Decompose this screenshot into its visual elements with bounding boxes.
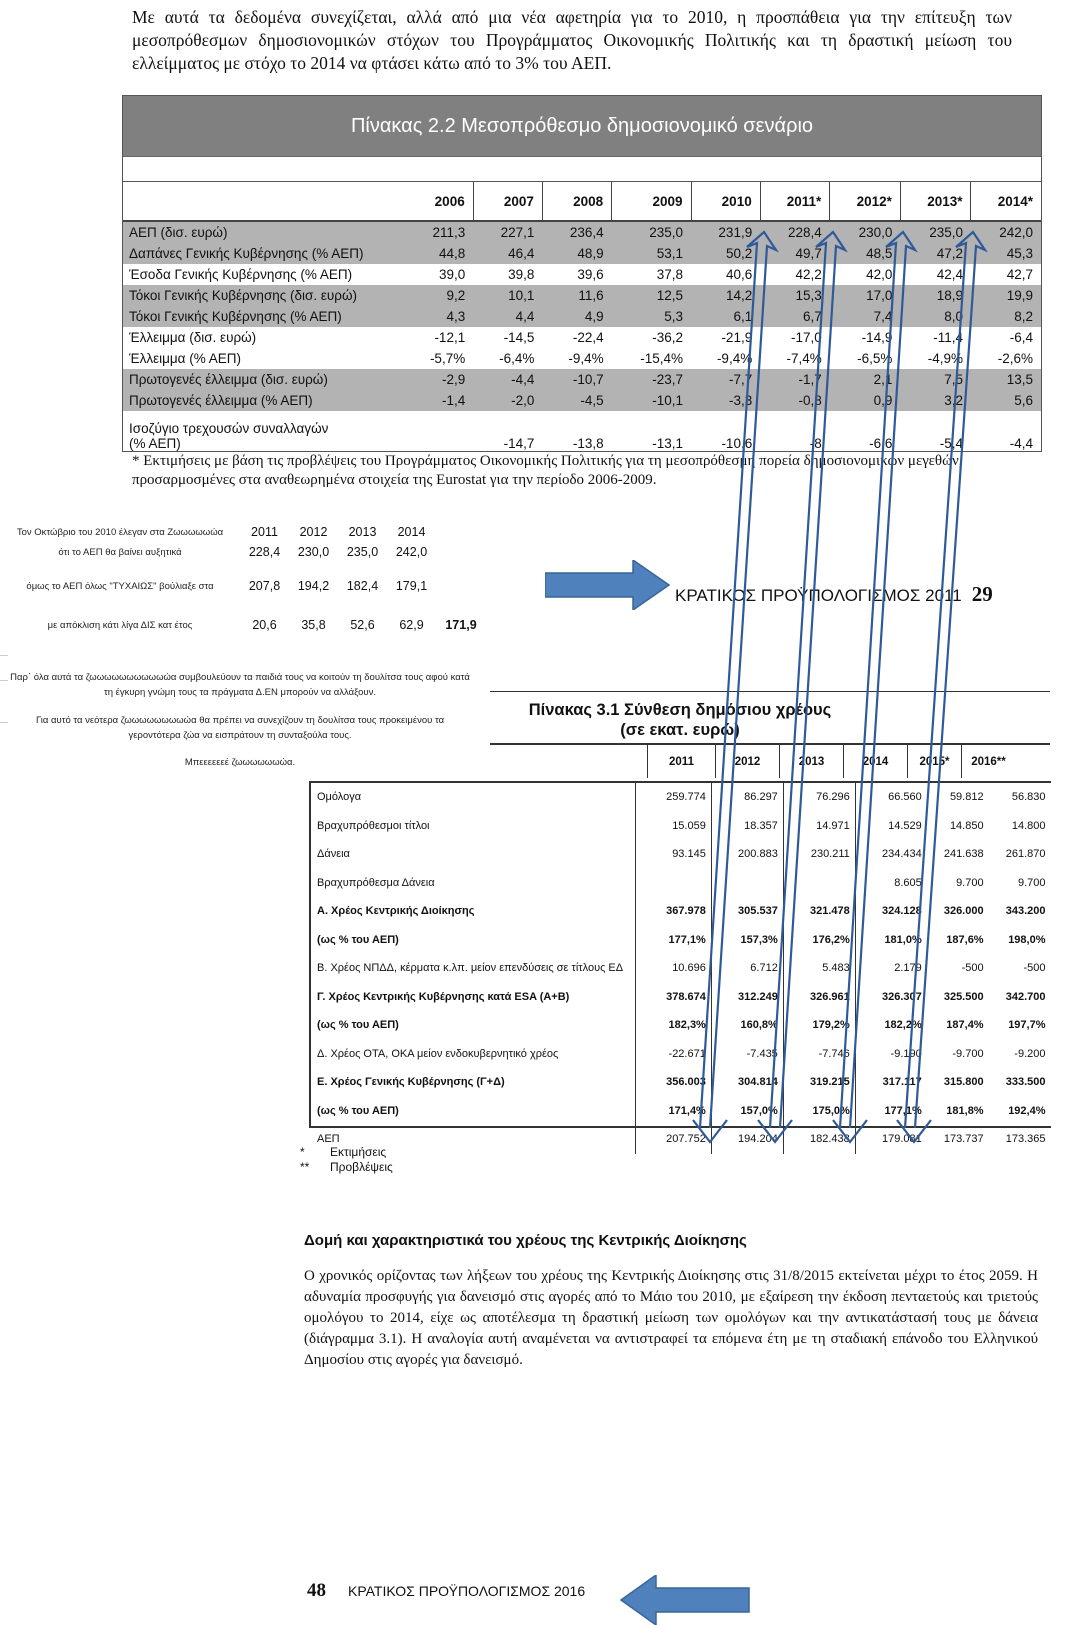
table-cell: 13,5: [971, 369, 1041, 390]
annotation-label: Τον Οκτώβριο του 2010 έλεγαν στα Ζωωωωωώα: [16, 526, 224, 538]
row-label: Τόκοι Γενικής Κυβέρνησης (δισ. ευρώ): [123, 285, 404, 306]
table-cell: 6.712: [711, 954, 783, 983]
intro-paragraph: Με αυτά τα δεδομένα συνεχίζεται, αλλά από μια νέα αφετηρία για το 2010, η προσπάθεια για την επίτευξη των μεσοπρόθεσμων δημοσιονομικών στόχων του Προγράμματος Οικονομικής Πολιτικής και τη δραστική μείωση του ελλείμματος με στόχο το 2014 να φτάσει κάτω από το 3% του ΑΕΠ.: [132, 7, 1012, 73]
table-cell: 5,6: [971, 390, 1041, 411]
row-label: Πρωτογενές έλλειμμα (% ΑΕΠ): [123, 390, 404, 411]
table-cell: -5,4: [900, 411, 971, 451]
table-cell: 182,3%: [636, 1011, 712, 1040]
table-cell: -4,5: [542, 390, 611, 411]
table-row: [311, 926, 1051, 955]
table-cell: 42,7: [971, 264, 1041, 285]
table-cell: 14.850: [949, 819, 984, 832]
table-cell: 47,2: [900, 243, 971, 264]
table-row: [311, 897, 1051, 926]
table-cell: 9,2: [404, 285, 473, 306]
table-row: [311, 1125, 1051, 1154]
annotation-value: 2013: [348, 525, 377, 539]
table-cell: 14.971: [783, 812, 855, 841]
col-header: 2015*: [907, 745, 961, 778]
table-cell: 42,4: [900, 264, 971, 285]
annotation-value: 194,2: [297, 579, 330, 593]
table-cell: 2.179: [855, 954, 926, 983]
table-cell: 18.357: [711, 812, 783, 841]
table-cell: 4,4: [473, 306, 542, 327]
table-cell: 7,4: [830, 306, 901, 327]
row-label: (ως % του ΑΕΠ): [317, 933, 399, 946]
table-cell: 45,3: [971, 243, 1041, 264]
annotation-value: 242,0: [395, 545, 428, 559]
page-number: 48: [307, 1580, 326, 1601]
col-header: 2012: [715, 745, 779, 778]
table-cell: -500: [1023, 962, 1046, 975]
table-cell: 12,5: [612, 285, 691, 306]
annotation-value: 2012: [299, 525, 328, 539]
table-row: [123, 390, 1041, 411]
table-2-2-title: Πίνακας 2.2 Μεσοπρόθεσμο δημοσιονομικό σενάριο: [123, 96, 1041, 157]
table-cell: 76.296: [783, 783, 855, 812]
table-cell: 50,2: [691, 243, 760, 264]
table-cell: 356.003: [636, 1068, 712, 1097]
table-cell: -7.435: [711, 1040, 783, 1069]
table-cell: -17,0: [760, 327, 830, 348]
table-cell: -23,7: [612, 369, 691, 390]
table-cell: 7,5: [900, 369, 971, 390]
table-cell: 304.814: [711, 1068, 783, 1097]
table-cell: 317.117: [855, 1068, 926, 1097]
table-cell: 93.145: [636, 840, 712, 869]
table-cell: -9,4%: [542, 348, 611, 369]
annotation-label: ότι το ΑΕΠ θα βαίνει αυξητικά: [58, 546, 182, 558]
table-cell: -2,6%: [971, 348, 1041, 369]
table-cell: 182.438: [783, 1125, 855, 1154]
table-row: [123, 369, 1041, 390]
table-row: [311, 1040, 1051, 1069]
annotation-paragraph: Για αυτό τα νεότερα ζωωωωωωωωώα θα πρέπει να συνεχίζουν τη δουλίτσα τους προκειμένου τα γεροντότερα ζώα να εισπράτουν τη συνταξούλα τους.: [35, 715, 445, 741]
table-cell: 192,4%: [1008, 1104, 1046, 1117]
table-cell: -7,4%: [760, 348, 830, 369]
col-header: 2014*: [971, 182, 1041, 221]
table-cell: 8,2: [971, 306, 1041, 327]
row-label: Γ. Χρέος Κεντρικής Κυβέρνησης κατά ESA (Α+Β): [317, 990, 570, 1003]
table-row: [311, 869, 1051, 898]
table-cell: 17,0: [830, 285, 901, 306]
table-cell: -6,6: [830, 411, 901, 451]
table-row: [123, 306, 1041, 327]
table-row: [123, 285, 1041, 306]
table-cell: 194.204: [711, 1125, 783, 1154]
table-cell: 241.638: [943, 848, 984, 861]
page-footer: [307, 1580, 585, 1602]
table-cell: 15,3: [760, 285, 830, 306]
annotation-value: 228,4: [248, 545, 281, 559]
col-header: 2014: [843, 745, 907, 778]
table-cell: 326.000: [943, 905, 984, 918]
table-cell: -13,1: [612, 411, 691, 451]
footnote-mark: **: [300, 1160, 310, 1174]
table-cell: 46,4: [473, 243, 542, 264]
table-cell: 211,3: [404, 221, 473, 243]
col-header: 2006: [404, 182, 473, 221]
table-cell: -6,4%: [473, 348, 542, 369]
table-cell: -22.671: [636, 1040, 712, 1069]
table-cell: 0,9: [830, 390, 901, 411]
table-cell: 261.870: [1005, 848, 1046, 861]
table-cell: 40,6: [691, 264, 760, 285]
row-label: Ε. Χρέος Γενικής Κυβέρνησης (Γ+Δ): [317, 1076, 505, 1089]
annotation-value: 207,8: [248, 579, 281, 593]
table-2-2-header-row: [123, 182, 1041, 221]
table-cell: 14,2: [691, 285, 760, 306]
table-cell: -1,4: [404, 390, 473, 411]
table-cell: 9.700: [1017, 876, 1046, 889]
annotation-row: [0, 525, 436, 539]
row-label: [123, 411, 404, 451]
table-cell: -9,4%: [691, 348, 760, 369]
table-cell: -21,9: [691, 327, 760, 348]
table-cell: 197,7%: [1008, 1019, 1046, 1032]
table-cell: 230.211: [783, 840, 855, 869]
table-cell: 8,0: [900, 306, 971, 327]
table-cell: 242,0: [971, 221, 1041, 243]
col-header: 2008: [542, 182, 611, 221]
table-cell: -4,9%: [900, 348, 971, 369]
annotation-value: 35,8: [301, 618, 326, 632]
table-cell: -9.200: [1014, 1047, 1046, 1060]
annotation-row: [0, 618, 486, 632]
table-row: [123, 411, 1041, 451]
row-label-line: Ισοζύγιο τρεχουσών συναλλαγών: [129, 421, 329, 436]
table-row: [311, 783, 1051, 812]
table-cell: 235,0: [612, 221, 691, 243]
table-2-2: [122, 95, 1042, 452]
row-label: Δαπάνες Γενικής Κυβέρνησης (% ΑΕΠ): [123, 243, 404, 264]
table-cell: 39,0: [404, 264, 473, 285]
table-cell: -10,1: [612, 390, 691, 411]
table-cell: 200.883: [711, 840, 783, 869]
row-label: Έλλειμμα (δισ. ευρώ): [123, 327, 404, 348]
table-cell: 235,0: [900, 221, 971, 243]
table-cell: -14,9: [830, 327, 901, 348]
row-label: Ομόλογα: [317, 791, 362, 804]
table-row: [311, 983, 1051, 1012]
table-cell: 259.774: [636, 783, 712, 812]
table-cell: 49,7: [760, 243, 830, 264]
table-cell: 177,1%: [636, 926, 712, 955]
annotation-paragraph: Παρ΄ όλα αυτά τα ζωωωωωωωωωωώα συμβουλεύουν τα παιδιά τους να κοιτούν τη δουλίτσα τους αφού κατά τη έγκυρη γνώμη τους τα πράγματα Δ.ΕΝ μπορούν να αλλάξουν.: [10, 672, 470, 698]
table-cell: 10,1: [473, 285, 542, 306]
table-cell: 48,9: [542, 243, 611, 264]
row-label: Δ. Χρέος ΟΤΑ, ΟΚΑ μείον ενδοκυβερνητικό χρέος: [317, 1047, 559, 1060]
table-cell: 86.297: [711, 783, 783, 812]
table-cell: 66.560: [855, 783, 926, 812]
table-cell: -10,6: [691, 411, 760, 451]
table-cell: 321.478: [783, 897, 855, 926]
divider: [490, 691, 1050, 692]
page-number: 29: [971, 582, 993, 606]
row-label-line: (% ΑΕΠ): [129, 436, 181, 451]
table-cell: 37,8: [612, 264, 691, 285]
table-row: [311, 840, 1051, 869]
table-cell: 367.978: [636, 897, 712, 926]
annotation-value: 179,1: [395, 579, 428, 593]
table-2-2-footnote: * Εκτιμήσεις με βάση τις προβλέψεις του Προγράμματος Οικονομικής Πολιτικής για τη μεσοπρόθεσμη πορεία δημοσιονομικών μεγεθών, προσαρμοσμένες στα αναθεωρημένα στοιχεία της Eurostat για την περίοδο 2006-2009.: [132, 453, 963, 488]
table-cell: -14,7: [473, 411, 542, 451]
table-2-2-grid: [123, 182, 1041, 451]
row-label: Τόκοι Γενικής Κυβέρνησης (% ΑΕΠ): [123, 306, 404, 327]
table-cell: -9.190: [855, 1040, 926, 1069]
table-cell: -7,7: [691, 369, 760, 390]
table-cell: 315.800: [943, 1076, 984, 1089]
left-arrow-icon: [620, 1575, 750, 1625]
table-cell: 378.674: [636, 983, 712, 1012]
table-cell: 343.200: [1005, 905, 1046, 918]
page-marker-2011: [675, 582, 993, 607]
table-cell: 176,2%: [783, 926, 855, 955]
table-cell: 44,8: [404, 243, 473, 264]
table-cell: -1,7: [760, 369, 830, 390]
table-cell: 179,2%: [783, 1011, 855, 1040]
table-3-1-title-line1: Πίνακας 3.1 Σύνθεση δημόσιου χρέους: [528, 701, 832, 719]
table-cell: 181,8%: [946, 1104, 984, 1117]
table-row: [123, 264, 1041, 285]
col-header: 2011*: [760, 182, 830, 221]
table-3-1-header: [647, 745, 1015, 778]
table-cell: 5,3: [612, 306, 691, 327]
row-label: (ως % του ΑΕΠ): [317, 1019, 399, 1032]
annotation-value: 20,6: [252, 618, 277, 632]
table-cell: 48,5: [830, 243, 901, 264]
table-cell: 230,0: [830, 221, 901, 243]
table-cell: [636, 869, 712, 898]
table-cell: 319.215: [783, 1068, 855, 1097]
table-cell: 5.483: [783, 954, 855, 983]
table-cell: -500: [961, 962, 984, 975]
table-cell: 177,1%: [855, 1097, 926, 1126]
table-row: [123, 348, 1041, 369]
table-cell: 3,2: [900, 390, 971, 411]
table-cell: -6,4: [971, 327, 1041, 348]
table-cell: 179.081: [855, 1125, 926, 1154]
footnote-text: Προβλέψεις: [330, 1160, 393, 1174]
table-cell: 228,4: [760, 221, 830, 243]
table-cell: 2,1: [830, 369, 901, 390]
table-cell: -10,7: [542, 369, 611, 390]
table-cell: 333.500: [1005, 1076, 1046, 1089]
section-paragraph: Ο χρονικός ορίζοντας των λήξεων του χρέους της Κεντρικής Διοίκησης στις 31/8/2015 εκτείνεται μέχρι το έτος 2059. Η αδυναμία προσφυγής για δανεισμό στις αγορές από το Μάιο του 2010, με εξαίρεση την έκδοση πενταετούς και τριετούς ομολόγου το 2014, είχε ως αποτέλεσμα τη δραστική μείωση των ομολόγων και την αντικατάστασή τους με δάνεια (διάγραμμα 3.1). Η αναλογία αυτή αναμένεται να αντιστραφεί τα επόμενα έτη με τη σταδιακή επάνοδο του Ελληνικού Δημοσίου στις αγορές για δανεισμό.: [304, 1268, 1038, 1368]
table-cell: 42,2: [760, 264, 830, 285]
table-cell: 187,6%: [946, 933, 984, 946]
table-cell: 6,1: [691, 306, 760, 327]
row-label: Β. Χρέος ΝΠΔΔ, κέρματα κ.λπ. μείον επενδύσεις σε τίτλους ΕΔ: [317, 962, 624, 975]
table-cell: -12,1: [404, 327, 473, 348]
table-row: [311, 812, 1051, 841]
col-header: 2016**: [961, 745, 1015, 778]
table-cell: -4,4: [971, 411, 1041, 451]
annotation-row: [0, 579, 436, 593]
annotation-value: 235,0: [346, 545, 379, 559]
row-label: Έλλειμμα (% ΑΕΠ): [123, 348, 404, 369]
table-cell: -22,4: [542, 327, 611, 348]
footnote-text: Εκτιμήσεις: [330, 1145, 387, 1159]
col-header: 2007: [473, 182, 542, 221]
table-cell: -11,4: [900, 327, 971, 348]
table-cell: 11,6: [542, 285, 611, 306]
table-cell: -0,8: [760, 390, 830, 411]
table-row: [123, 221, 1041, 243]
margin-tick: [0, 722, 8, 723]
table-cell: 175,0%: [783, 1097, 855, 1126]
table-cell: 14.529: [855, 812, 926, 841]
table-cell: 56.830: [1011, 791, 1046, 804]
row-label: (ως % του ΑΕΠ): [317, 1104, 399, 1117]
table-cell: 39,6: [542, 264, 611, 285]
col-header: 2009: [612, 182, 691, 221]
table-cell: 15.059: [636, 812, 712, 841]
table-cell: -8: [760, 411, 830, 451]
col-header: 2010: [691, 182, 760, 221]
table-cell: 4,3: [404, 306, 473, 327]
row-label: Βραχυπρόθεσμα Δάνεια: [317, 876, 435, 889]
table-row: [311, 1011, 1051, 1040]
table-cell: 173.365: [1005, 1133, 1046, 1146]
table-cell: 59.812: [949, 791, 984, 804]
margin-tick: [0, 680, 8, 681]
annotation-value: 62,9: [399, 618, 424, 632]
table-cell: -4,4: [473, 369, 542, 390]
annotation-value: 230,0: [297, 545, 330, 559]
table-cell: 236,4: [542, 221, 611, 243]
col-header: 2013: [779, 745, 843, 778]
annotation-value: 2011: [251, 525, 278, 539]
table-3-1-grid: [311, 783, 1051, 1154]
table-cell: [711, 869, 783, 898]
table-3-1-title: [500, 700, 860, 740]
table-cell: 160,8%: [711, 1011, 783, 1040]
table-cell: 10.696: [636, 954, 712, 983]
col-header: 2012*: [830, 182, 901, 221]
annotation-row: [0, 545, 436, 559]
annotation-value: 52,6: [350, 618, 375, 632]
table-cell: [404, 411, 473, 451]
page-marker-text: ΚΡΑΤΙΚΟΣ ΠΡΟΫΠΟΛΟΓΙΣΜΟΣ 2011: [675, 586, 962, 605]
row-label: Βραχυπρόθεσμοι τίτλοι: [317, 819, 430, 832]
table-cell: -9.700: [952, 1047, 984, 1060]
table-cell: 181,0%: [855, 926, 926, 955]
table-cell: -2,0: [473, 390, 542, 411]
table-3-1-title-line2: (σε εκατ. ευρώ): [620, 721, 740, 739]
table-cell: 234.434: [855, 840, 926, 869]
annotation-value: 2014: [397, 525, 426, 539]
table-row: [311, 1068, 1051, 1097]
annotation-total: 171,9: [445, 618, 477, 632]
table-cell: 39,8: [473, 264, 542, 285]
section-heading: Δομή και χαρακτηριστικά του χρέους της Κεντρικής Διοίκησης: [304, 1232, 747, 1249]
footnote-mark: *: [300, 1145, 305, 1159]
table-row: [123, 327, 1041, 348]
right-arrow-icon: [545, 560, 670, 610]
table-cell: 207.752: [636, 1125, 712, 1154]
table-row: [311, 1097, 1051, 1126]
table-cell: 324.128: [855, 897, 926, 926]
table-cell: 9.700: [956, 876, 984, 889]
table-cell: 198,0%: [1008, 933, 1046, 946]
table-cell: 231,9: [691, 221, 760, 243]
table-cell: 157,0%: [711, 1097, 783, 1126]
table-cell: 305.537: [711, 897, 783, 926]
table-cell: 8.605: [855, 869, 926, 898]
table-cell: 173.737: [943, 1133, 984, 1146]
row-label: Δάνεια: [317, 848, 350, 861]
table-cell: -2,9: [404, 369, 473, 390]
table-cell: -36,2: [612, 327, 691, 348]
header-blank: [123, 182, 404, 221]
margin-tick: [0, 655, 8, 656]
table-3-1-footnotes: [300, 1145, 393, 1175]
row-label: ΑΕΠ (δισ. ευρώ): [123, 221, 404, 243]
table-cell: 157,3%: [711, 926, 783, 955]
table-cell: -14,5: [473, 327, 542, 348]
table-cell: -6,5%: [830, 348, 901, 369]
table-cell: 19,9: [971, 285, 1041, 306]
table-cell: 53,1: [612, 243, 691, 264]
annotation-label: όμως το ΑΕΠ όλως "ΤΥΧΑΙΩΣ" βούλιαξε στα: [26, 580, 214, 592]
table-cell: -3,3: [691, 390, 760, 411]
annotation-label: με απόκλιση κάτι λίγα ΔΙΣ κατ έτος: [47, 619, 193, 631]
table-cell: -7.746: [783, 1040, 855, 1069]
table-cell: 312.249: [711, 983, 783, 1012]
col-header: 2013*: [900, 182, 971, 221]
table-cell: 182,2%: [855, 1011, 926, 1040]
row-label: Πρωτογενές έλλειμμα (δισ. ευρώ): [123, 369, 404, 390]
table-cell: -13,8: [542, 411, 611, 451]
table-2-2-spacer: [123, 157, 1041, 182]
table-row: [311, 954, 1051, 983]
annotation-paragraph: Μπεεεεεεέ ζωωωωωωώα.: [184, 757, 296, 768]
table-cell: 6,7: [760, 306, 830, 327]
table-cell: 326.307: [855, 983, 926, 1012]
table-cell: 14.800: [1011, 819, 1046, 832]
table-cell: -15,4%: [612, 348, 691, 369]
table-cell: 326.961: [783, 983, 855, 1012]
table-cell: 227,1: [473, 221, 542, 243]
table-cell: -5,7%: [404, 348, 473, 369]
table-cell: 42,0: [830, 264, 901, 285]
row-label: ΑΕΠ: [317, 1133, 340, 1146]
table-cell: 325.500: [943, 990, 984, 1003]
table-cell: 4,9: [542, 306, 611, 327]
footer-text: ΚΡΑΤΙΚΟΣ ΠΡΟΫΠΟΛΟΓΙΣΜΟΣ 2016: [348, 1583, 586, 1599]
table-cell: 18,9: [900, 285, 971, 306]
table-3-1: [309, 781, 1051, 1146]
table-cell: 342.700: [1005, 990, 1046, 1003]
table-cell: [783, 869, 855, 898]
annotation-value: 182,4: [346, 579, 379, 593]
row-label: Έσοδα Γενικής Κυβέρνησης (% ΑΕΠ): [123, 264, 404, 285]
table-cell: 187,4%: [946, 1019, 984, 1032]
col-header: 2011: [647, 745, 715, 778]
row-label: Α. Χρέος Κεντρικής Διοίκησης: [317, 905, 475, 918]
table-row: [123, 243, 1041, 264]
table-cell: 171,4%: [636, 1097, 712, 1126]
